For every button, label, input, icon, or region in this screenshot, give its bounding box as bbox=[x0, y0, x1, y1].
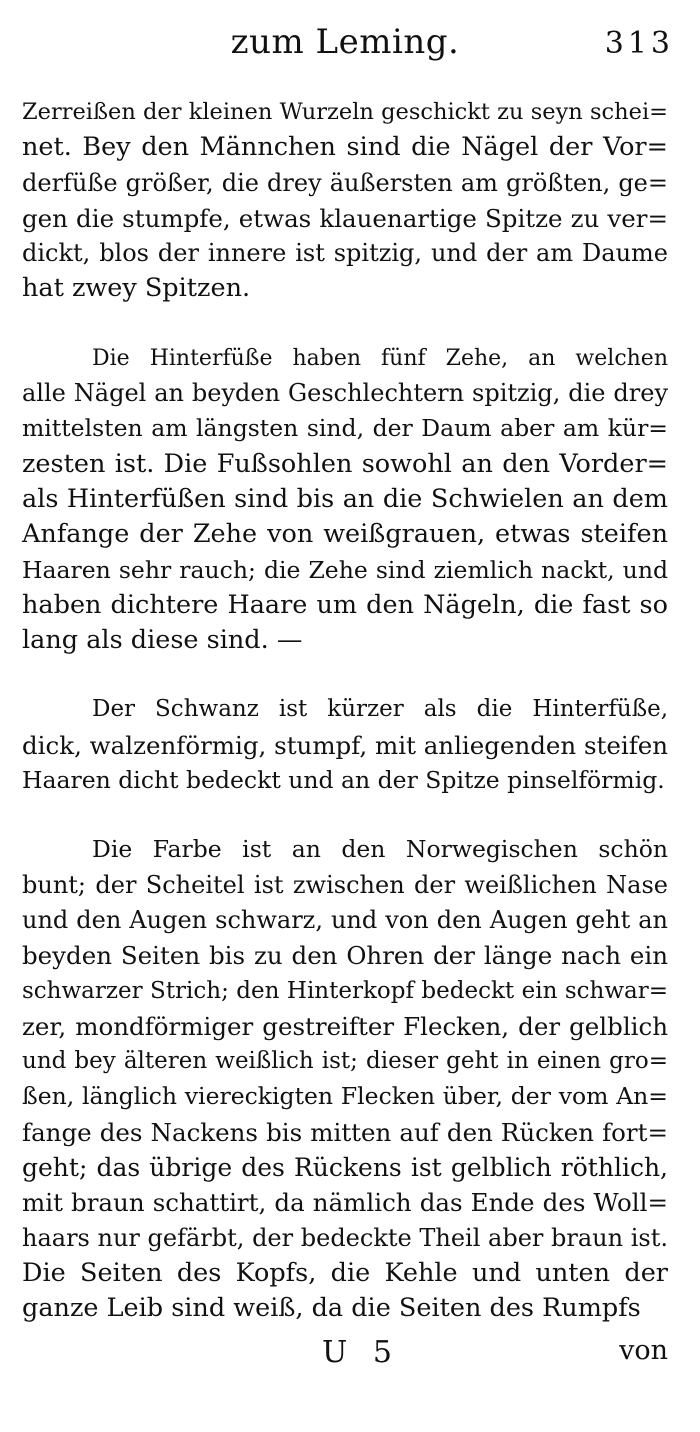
text-line: haars nur gefärbt, der bedeckte Theil aber braun ist. bbox=[22, 1223, 668, 1252]
text-line: dick, walzenförmig, stumpf, mit anliegenden steifen bbox=[22, 730, 669, 760]
page-header bbox=[22, 0, 674, 95]
text-line: hat zwey Spitzen. bbox=[22, 273, 251, 304]
text-line: Der Schwanz ist kürzer als die Hinterfüße, bbox=[92, 696, 668, 723]
text-line: haben dichtere Haare um den Nägeln, die fast so bbox=[22, 589, 668, 620]
page-number: 313 bbox=[604, 26, 674, 61]
text-line: gen die stumpfe, etwas klauenartige Spitze zu ver= bbox=[22, 203, 668, 233]
page-footer bbox=[22, 1335, 668, 1375]
text-line: zer, mondförmiger gestreifter Flecken, der gelblich bbox=[22, 1011, 668, 1041]
signature-mark: U 5 bbox=[322, 1334, 400, 1370]
text-line: dickt, blos der innere ist spitzig, und der am Daume bbox=[22, 239, 668, 268]
text-line: mittelsten am längsten sind, der Daum aber am kür= bbox=[22, 414, 668, 443]
text-line: schwarzer Strich; den Hinterkopf bedeckt ein schwar= bbox=[22, 977, 668, 1004]
paragraph bbox=[22, 341, 668, 659]
text-line: ßen, länglich viereckigten Flecken über, der vom An= bbox=[22, 1082, 668, 1111]
text-line: zesten ist. Die Fußsohlen sowohl an den Vorder= bbox=[22, 448, 668, 479]
paragraph bbox=[22, 832, 668, 1326]
text-line: Haaren dicht bedeckt und an der Spitze pinselförmig. bbox=[22, 766, 665, 795]
text-line: Haaren sehr rauch; die Zehe sind ziemlich nackt, und bbox=[22, 555, 668, 584]
text-line: ganze Leib sind weiß, da die Seiten des Rumpfs bbox=[22, 1293, 641, 1324]
text-line: und den Augen schwarz, und von den Augen geht an bbox=[22, 905, 668, 934]
paragraph bbox=[22, 95, 668, 307]
text-line: Die Seiten des Kopfs, die Kehle und unten der bbox=[22, 1257, 668, 1288]
text-line: als Hinterfüßen sind bis an die Schwielen an dem bbox=[22, 483, 668, 514]
text-line: Die Hinterfüße haben fünf Zehe, an welchen bbox=[92, 345, 668, 371]
body-text bbox=[22, 95, 668, 1327]
text-line: und bey älteren weißlich ist; dieser geht in einen gro= bbox=[22, 1048, 668, 1075]
paragraph bbox=[22, 692, 668, 798]
text-line: beyden Seiten bis zu den Ohren der länge nach ein bbox=[22, 941, 668, 971]
running-head: zum Leming. bbox=[230, 22, 460, 62]
text-line: geht; das übrige des Rückens ist gelblich röthlich, bbox=[22, 1153, 668, 1183]
text-line: fange des Nackens bis mitten auf den Rücken fort= bbox=[22, 1117, 668, 1147]
book-page bbox=[22, 0, 674, 1375]
text-line: net. Bey den Männchen sind die Nägel der Vor= bbox=[22, 132, 668, 163]
text-line: lang als diese sind. — bbox=[22, 625, 303, 656]
text-line: derfüße größer, die drey äußersten am größten, ge= bbox=[22, 168, 668, 197]
text-line: Anfange der Zehe von weißgrauen, etwas steifen bbox=[22, 519, 668, 550]
text-line: Die Farbe ist an den Norwegischen schön bbox=[92, 835, 668, 864]
text-line: mit braun schattirt, da nämlich das Ende des Woll= bbox=[22, 1188, 668, 1218]
catchword: von bbox=[619, 1334, 668, 1366]
text-line: alle Nägel an beyden Geschlechtern spitzig, die drey bbox=[22, 379, 668, 408]
text-line: bunt; der Scheitel ist zwischen der weißlichen Nase bbox=[22, 870, 668, 899]
text-line: Zerreißen der kleinen Wurzeln geschickt zu seyn schei= bbox=[22, 99, 668, 125]
